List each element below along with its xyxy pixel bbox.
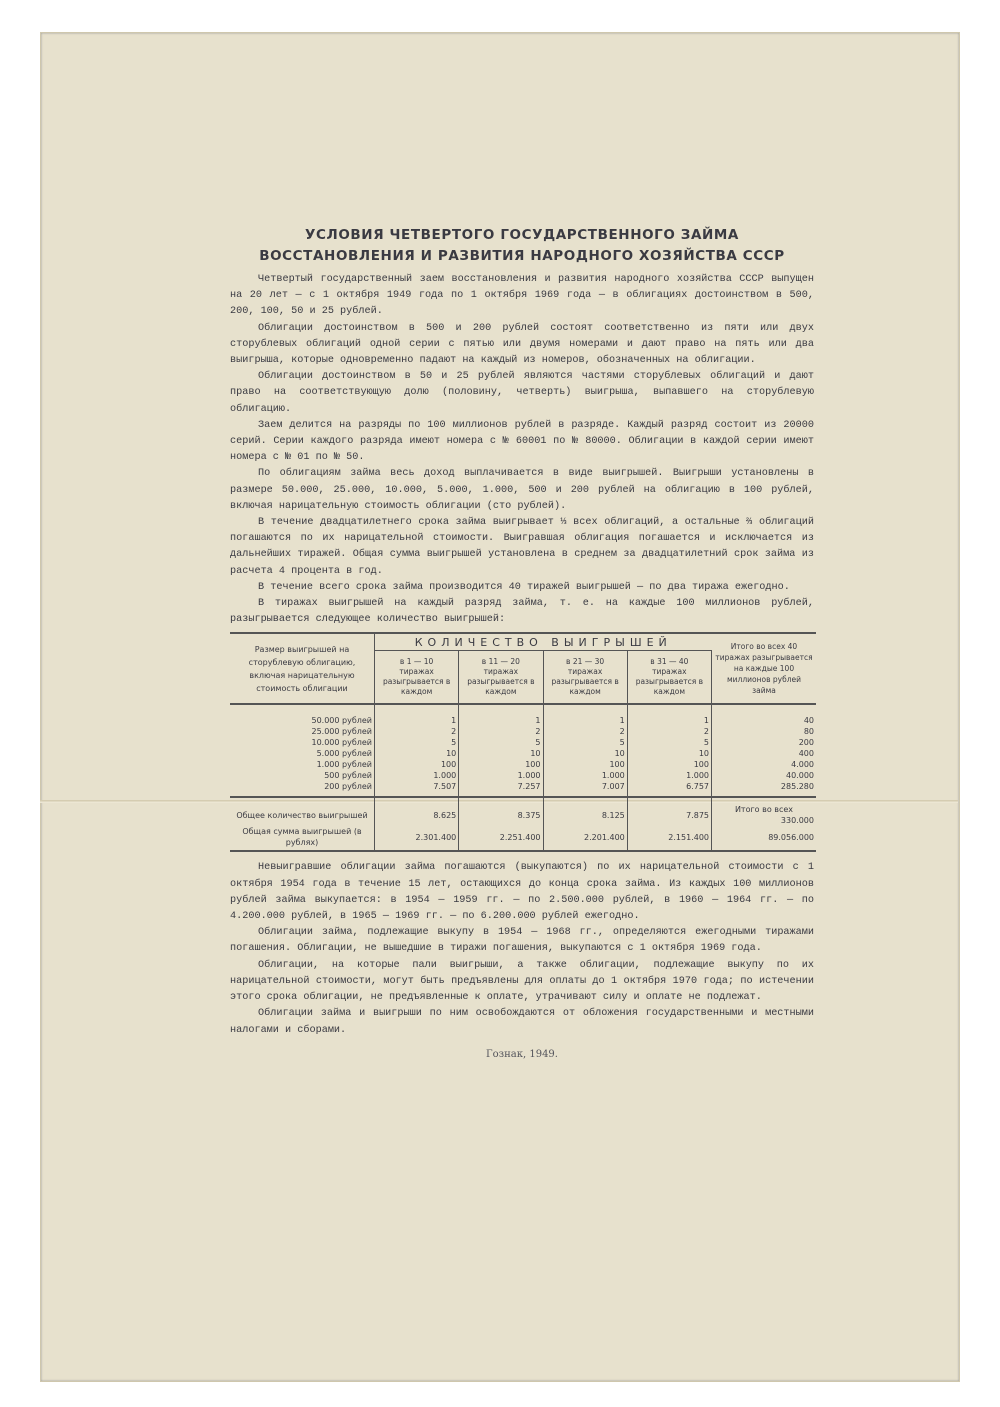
table-row xyxy=(230,759,816,770)
cell: 10 xyxy=(627,748,711,759)
paragraph: В течение всего срока займа производится 40 тиражей выигрышей — по два тиража ежегодно. xyxy=(258,581,790,593)
period-range: в 31 — 40 xyxy=(650,657,689,667)
paragraph: Невыигравшие облигации займа погашаются (выкупаются) по их нарицательной стоимости с 1 октября 1954 года в течение 15 лет, остающихся до конца срока займа. Из каждых 100 миллионов рублей займа выкупается: в 1954 — 1959 гг. — по 2.500.000 рублей, в 1960 — 1964 гг. — по 4.200.000 рублей, в 1965 — 1969 гг. — по 6.200.000 рублей ежегодно. xyxy=(230,862,814,923)
cell: 1.000 xyxy=(459,770,543,781)
cell: 100 xyxy=(375,759,459,770)
paragraph: В тиражах выигрышей на каждый разряд займа, т. е. на каждые 100 миллионов рублей, разыгрывается следующее количество выигрышей: xyxy=(230,598,814,626)
cell: 10 xyxy=(459,748,543,759)
paragraph: В течение двадцатилетнего срока займа выигрывает ⅓ всех облигаций, а остальные ⅔ облигаций погашаются по их нарицательной стоимости. Выигравшая облигация погашается и исключается из дальнейших тиражей. Общая сумма выигрышей установлена в среднем за двадцатилетний срок займа из расчета 4 процента в год. xyxy=(230,517,814,577)
page-title xyxy=(230,225,814,267)
period-header xyxy=(543,651,627,705)
period-header xyxy=(459,651,543,705)
total-label: Итого во всех xyxy=(734,805,794,815)
total-header: Итого во всех 40 тиражах разыгрывается на каждые 100 миллионов рублей займа xyxy=(712,633,817,704)
row-label: 10.000 рублей xyxy=(230,737,375,748)
table-row xyxy=(230,726,816,737)
row-label: 500 рублей xyxy=(230,770,375,781)
count-header: КОЛИЧЕСТВО ВЫИГРЫШЕЙ xyxy=(375,633,712,651)
cell: 1 xyxy=(627,704,711,726)
total-value: 330.000 xyxy=(780,816,814,826)
title-line-2: ВОССТАНОВЛЕНИЯ И РАЗВИТИЯ НАРОДНОГО ХОЗЯЙСТВА СССР xyxy=(259,248,785,264)
cell: 5 xyxy=(627,737,711,748)
cell: 2.151.400 xyxy=(627,826,711,851)
paragraph: Облигации займа, подлежащие выкупу в 1954 — 1968 гг., определяются ежегодными тиражами погашения. Облигации, не вышедшие в тиражи погашения, выкупаются с 1 октября 1969 года. xyxy=(230,927,814,955)
total-amount-row xyxy=(230,826,816,851)
row-label: 50.000 рублей xyxy=(230,704,375,726)
cell: 7.007 xyxy=(543,781,627,797)
cell: 1.000 xyxy=(543,770,627,781)
printer-imprint: Гознак, 1949. xyxy=(486,1048,558,1060)
table-row xyxy=(230,781,816,797)
bond-terms xyxy=(230,225,814,1060)
cell-total: 40 xyxy=(803,716,814,726)
period-header xyxy=(375,651,459,705)
table-row xyxy=(230,748,816,759)
cell: 1.000 xyxy=(375,770,459,781)
paragraph: Облигации достоинством в 500 и 200 рублей состоят соответственно из пяти или двух сторублевых облигаций одной серии с пятью или двумя номерами и дают право на пять или два выигрыша, которые одновременно падают на каждый из номеров, обозначенных на облигации. xyxy=(230,322,814,367)
cell-total: 80 xyxy=(803,727,814,737)
cell: 1 xyxy=(375,704,459,726)
cell: 10 xyxy=(375,748,459,759)
cell-total: 200 xyxy=(798,738,814,748)
cell: 1.000 xyxy=(627,770,711,781)
row-label: 1.000 рублей xyxy=(230,759,375,770)
cell-total: 4.000 xyxy=(791,760,814,770)
period-range: в 11 — 20 xyxy=(481,657,520,667)
cell-total: 89.056.000 xyxy=(712,826,817,851)
cell: 8.375 xyxy=(459,797,543,826)
cell-total: 400 xyxy=(798,749,814,759)
cell: 7.507 xyxy=(375,781,459,797)
paragraph: Облигации достоинством в 50 и 25 рублей являются частями сторублевых облигаций и дают право на соответствующую долю (половину, четверть) выигрыша, выпавшего на сторублевую облигацию. xyxy=(230,371,814,415)
cell: 100 xyxy=(627,759,711,770)
cell: 7.257 xyxy=(459,781,543,797)
cell: 2 xyxy=(543,726,627,737)
period-desc: тиражах разыгрывается в каждом xyxy=(551,667,619,697)
cell-total xyxy=(712,797,817,826)
table-row xyxy=(230,770,816,781)
cell: 1 xyxy=(459,704,543,726)
period-desc: тиражах разыгрывается в каждом xyxy=(635,667,704,697)
row-label: Общее количество выигрышей xyxy=(230,797,375,826)
cell: 2.251.400 xyxy=(459,826,543,851)
period-range: в 21 — 30 xyxy=(566,657,605,667)
period-range: в 1 — 10 xyxy=(399,657,434,667)
cell: 6.757 xyxy=(627,781,711,797)
row-label: Общая сумма выигрышей (в рублях) xyxy=(230,826,375,851)
row-label: 200 рублей xyxy=(230,781,375,797)
size-header: Размер выигрышей на сторублевую облигацию, включая нарицательную стоимость облигации xyxy=(230,633,375,704)
cell: 8.125 xyxy=(543,797,627,826)
table-row xyxy=(230,737,816,748)
cell: 2.201.400 xyxy=(543,826,627,851)
cell: 2 xyxy=(627,726,711,737)
winnings-table xyxy=(230,632,816,852)
cell: 100 xyxy=(543,759,627,770)
total-count-row xyxy=(230,797,816,826)
table-row xyxy=(230,704,816,726)
cell: 2.301.400 xyxy=(375,826,459,851)
paragraph: Облигации займа и выигрыши по ним освобождаются от обложения государственными и местными налогами и сборами. xyxy=(230,1008,814,1036)
cell: 10 xyxy=(543,748,627,759)
paragraph: Облигации, на которые пали выигрыши, а также облигации, подлежащие выкупу по их нарицательной стоимости, могут быть предъявлены для оплаты до 1 октября 1970 года; по истечении этого срока облигации, не предъявленные к оплате, утрачивают силу и оплате не подлежат. xyxy=(230,959,814,1004)
period-header xyxy=(627,651,711,705)
paragraph: Четвертый государственный заем восстановления и развития народного хозяйства СССР выпущен на 20 лет — с 1 октября 1949 года по 1 октября 1969 года — в облигациях достоинством в 500, 200, 100, 50 и 25 рублей. xyxy=(230,274,814,318)
paragraph: По облигациям займа весь доход выплачивается в виде выигрышей. Выигрыши установлены в размере 50.000, 25.000, 10.000, 5.000, 1.000, 500 и 200 рублей на облигацию в 100 рублей, включая нарицательную стоимость облигации (сто рублей). xyxy=(230,468,814,512)
row-label: 25.000 рублей xyxy=(230,726,375,737)
cell: 7.875 xyxy=(627,797,711,826)
cell: 5 xyxy=(375,737,459,748)
row-label: 5.000 рублей xyxy=(230,748,375,759)
cell: 5 xyxy=(543,737,627,748)
cell: 2 xyxy=(459,726,543,737)
cell: 5 xyxy=(459,737,543,748)
cell: 100 xyxy=(459,759,543,770)
cell-total: 285.280 xyxy=(712,781,817,797)
cell: 1 xyxy=(543,704,627,726)
cell: 2 xyxy=(375,726,459,737)
cell-total: 40.000 xyxy=(786,771,814,781)
paragraph: Заем делится на разряды по 100 миллионов рублей в разряде. Каждый разряд состоит из 20000 серий. Серии каждого разряда имеют номера с № 60001 по № 80000. Облигации в каждой серии имеют номера с № 01 по № 50. xyxy=(230,419,814,464)
cell: 8.625 xyxy=(375,797,459,826)
period-desc: тиражах разыгрывается в каждом xyxy=(467,667,535,697)
period-desc: тиражах разыгрывается в каждом xyxy=(382,667,451,697)
title-line-1: УСЛОВИЯ ЧЕТВЕРТОГО ГОСУДАРСТВЕННОГО ЗАЙМА xyxy=(305,227,739,243)
